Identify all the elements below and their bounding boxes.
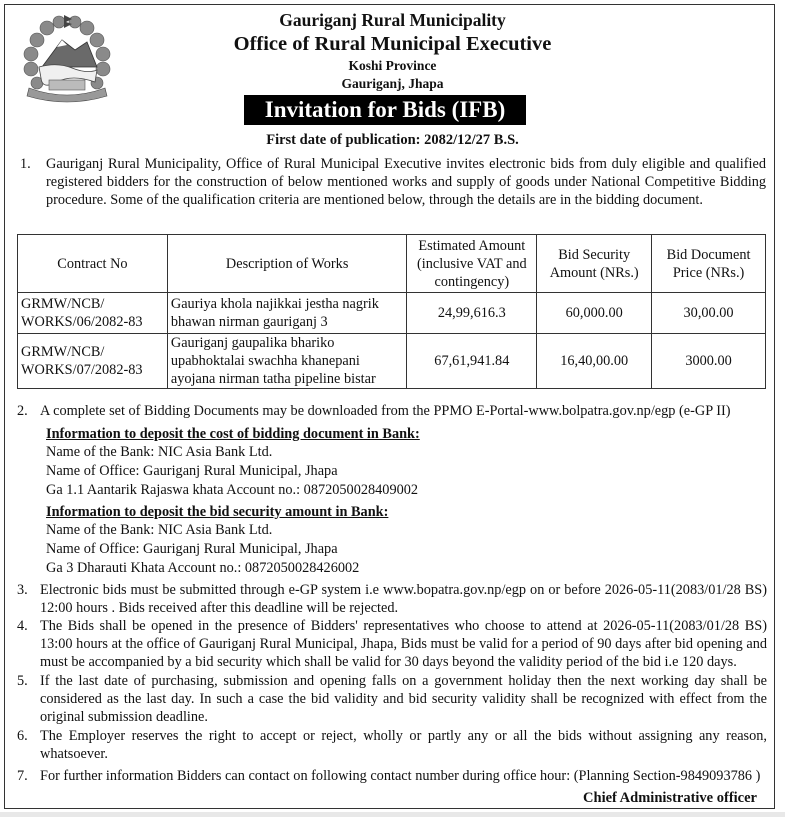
table-row [18,334,766,389]
item-number: 3. [17,582,28,598]
table-header-row [18,235,766,293]
item-number: 4. [17,618,28,634]
estimated-amount: 24,99,616.3 [407,293,537,334]
header-contract-no: Contract No [18,235,168,293]
description: Gauriganj gaupalika bhariko upabhoktalai swachha khanepani ayojana nirman tatha pipeline bistar [167,334,407,389]
header-description: Description of Works [167,235,407,293]
bid-security-account: Ga 3 Dharauti Khata Account no.: 0872050028426002 [46,560,360,576]
document-price: 3000.00 [652,334,766,389]
doc-cost-account: Ga 1.1 Aantarik Rajaswa khata Account no.: 0872050028409002 [46,482,419,498]
item-number: 7. [17,768,28,784]
document-price: 30,00.00 [652,293,766,334]
header-bid-security: Bid Security Amount (NRs.) [537,235,652,293]
table-row [18,293,766,334]
doc-cost-bank-heading: Information to deposit the cost of bidding document in Bank: [46,426,420,442]
bid-security-office-name: Name of Office: Gauriganj Rural Municipal, Jhapa [46,541,338,557]
item-3-text: Electronic bids must be submitted through e-GP system i.e www.bopatra.gov.np/egp on or before 2026-05-11(2083/01/28 BS) 12:00 hours . Bids received after this deadline will be rejected. [40,582,767,616]
office-name: Office of Rural Municipal Executive [233,33,552,55]
location-name: Gauriganj, Jhapa [341,76,444,91]
item-2-text: A complete set of Bidding Documents may be downloaded from the PPMO E-Portal-www.bolpatra.gov.np/egp (e-GP II) [40,403,731,419]
doc-cost-bank-name: Name of the Bank: NIC Asia Bank Ltd. [46,444,273,460]
item-7-text: For further information Bidders can contact on following contact number during office hour: (Planning Section-9849093786 ) [40,768,761,784]
item-6-text: The Employer reserves the right to accept or reject, wholly or partly any or all the bids without assigning any reason, whatsoever. [40,728,767,762]
contract-no: GRMW/NCB/ WORKS/06/2082-83 [18,293,168,334]
item-1-text: Gauriganj Rural Municipality, Office of Rural Municipal Executive invites electronic bids from duly eligible and qualified registered bidders for the construction of below mentioned works and supply of goods under National Competitive Bidding procedure. Some of the qualification criteria are mentioned below, through the details are in the bidding document. [46,156,766,208]
bid-security-bank-name: Name of the Bank: NIC Asia Bank Ltd. [46,522,273,538]
contract-no: GRMW/NCB/ WORKS/07/2082-83 [18,334,168,389]
header-estimated-amount: Estimated Amount (inclusive VAT and contingency) [407,235,537,293]
description: Gauriya khola najikkai jestha nagrik bhawan nirman gauriganj 3 [167,293,407,334]
doc-cost-office-name: Name of Office: Gauriganj Rural Municipal, Jhapa [46,463,338,479]
item-number: 6. [17,728,28,744]
province-name: Koshi Province [348,58,437,73]
item-number: 1. [20,156,31,172]
bid-security: 60,000.00 [537,293,652,334]
page-bottom-edge [0,812,785,817]
notice-title: Invitation for Bids (IFB) [244,95,526,125]
publication-date: First date of publication: 2082/12/27 B.S. [266,132,519,148]
item-number: 2. [17,403,28,419]
municipality-name: Gauriganj Rural Municipality [279,10,506,30]
item-4-text: The Bids shall be opened in the presence of Bidders' representatives who choose to attend at 2026-05-11(2083/01/28 BS) 13:00 hours at the office of Gauriganj Rural Municipal, Jhapa, Bids must be valid for a period of 90 days after bid opening and must be accompanied by a bid security which shall be valid for 30 days beyond the validity period of the bid i.e 120 days. [40,618,767,670]
bid-security: 16,40,00.00 [537,334,652,389]
signatory-title: Chief Administrative officer [583,790,757,806]
estimated-amount: 67,61,941.84 [407,334,537,389]
works-table [17,234,766,389]
header-document-price: Bid Document Price (NRs.) [652,235,766,293]
item-number: 5. [17,673,28,689]
item-5-text: If the last date of purchasing, submission and opening falls on a government holiday then the next working day shall be considered as the last day. In such a case the bid validity and bid security validity shall be recognized with effect from the original submission deadline. [40,673,767,725]
bid-security-bank-heading: Information to deposit the bid security amount in Bank: [46,504,389,520]
